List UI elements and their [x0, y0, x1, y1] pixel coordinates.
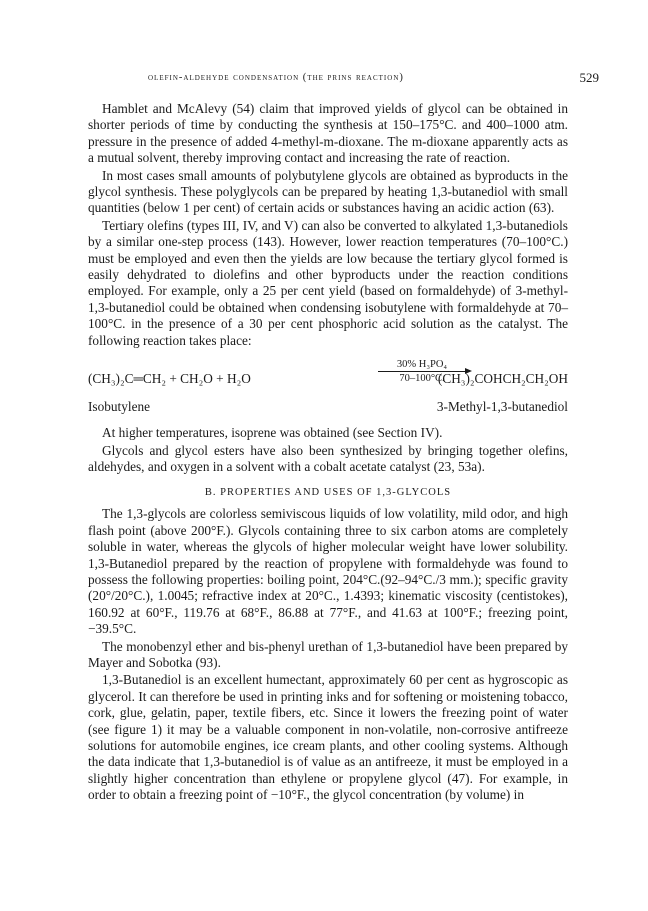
- paragraph: 1,3-Butanediol is an excellent humectant, approximately 60 per cent as hygroscopic as glycerol. It can therefore be used in printing inks and for softening or moistening tobacco, cork, glue, gelatin, paper, textile fibers, etc. Since it lowers the freezing point of water (see figure 1) it may be a valuable component in non-volatile, non-corrosive antifreeze solutions for automobile engines, ice cream plants, and other cooling systems. Although the data indicate that 1,3-butanediol is of value as an antifreeze, it must be employed in a slightly higher concentration than ethylene or propylene glycol (47). For example, in order to obtain a freezing point of −10°F., the glycol concentration (by volume) in: [88, 672, 568, 803]
- paragraph: Glycols and glycol esters have also been synthesized by bringing together olefins, aldehydes, and oxygen in a solvent with a cobalt acetate catalyst (23, 53a).: [88, 442, 568, 474]
- paragraph: The 1,3-glycols are colorless semiviscous liquids of low volatility, mild odor, and high flash point (above 200°F.). Glycols containing three to six carbon atoms are completely soluble in water, whereas the glycols of higher molecular weight have lower solubility. 1,3-Butanediol prepared by the reaction of propylene with formaldehyde was found to possess the following properties: boiling point, 204°C.(92–94°C./3 mm.); specific gravity (20°/20°C.), 1.0045; refractive index at 20°C., 1.4393; kinematic viscosity (centistokes), 160.92 at 60°F., 119.76 at 68°F., 86.88 at 77°F., and 41.63 at 100°F.; freezing point, −39.5°C.: [88, 506, 568, 637]
- equation-product: (CH₃)₂COHCH₂CH₂OH: [437, 371, 568, 387]
- equation-reactants: (CH₃)₂C═CH₂ + CH₂O + H₂O: [88, 371, 251, 387]
- page-number: 529: [579, 70, 599, 85]
- paragraph: Tertiary olefins (types III, IV, and V) can also be converted to alkylated 1,3-butanediols by a similar one-step process (143). However, lower reaction temperatures (70–100°C.) must be employed and even then the yields are low because the tertiary glycol formed is easily dehydrated to diolefins and other byproducts under the reaction conditions employed. For example, only a 25 per cent yield (based on formaldehyde) of 3-methyl-1,3-butanediol could be obtained when condensing isobutylene with formaldehyde at 70–100°C. in the presence of a 30 per cent phosphoric acid solution as the catalyst. The following reaction takes place:: [88, 217, 568, 348]
- paragraph: Hamblet and McAlevy (54) claim that improved yields of glycol can be obtained in shorter periods of time by conducting the synthesis at 150–175°C. and 400–1000 atm. pressure in the presence of added 4-methyl-m-dioxane. The m-dioxane apparently acts as a mutual solvent, thereby improving contact and increasing the rate of reaction.: [88, 101, 568, 166]
- reaction-equation: [88, 359, 568, 423]
- equation-catalyst: 30% H₃PO₄: [396, 359, 448, 371]
- paragraph: At higher temperatures, isoprene was obtained (see Section IV).: [102, 425, 443, 441]
- equation-conditions: 70–100°C.: [399, 373, 445, 385]
- paragraph: In most cases small amounts of polybutylene glycols are obtained as byproducts in the glycol synthesis. These polyglycols can be prepared by heating 1,3-butanediol with small quantities (below 1 per cent) of certain acids or substances having an acidic action (63).: [88, 167, 568, 216]
- running-title: olefin-aldehyde condensation (the prins reaction): [148, 72, 404, 83]
- body-text: [88, 101, 568, 805]
- product-label: 3-Methyl-1,3-butanediol: [436, 399, 568, 415]
- paragraph: The monobenzyl ether and bis-phenyl urethan of 1,3-butanediol have been prepared by Mayer and Sobotka (93).: [88, 638, 568, 670]
- section-heading: B. PROPERTIES AND USES OF 1,3-GLYCOLS: [204, 487, 452, 499]
- reactant-label: Isobutylene: [88, 399, 151, 415]
